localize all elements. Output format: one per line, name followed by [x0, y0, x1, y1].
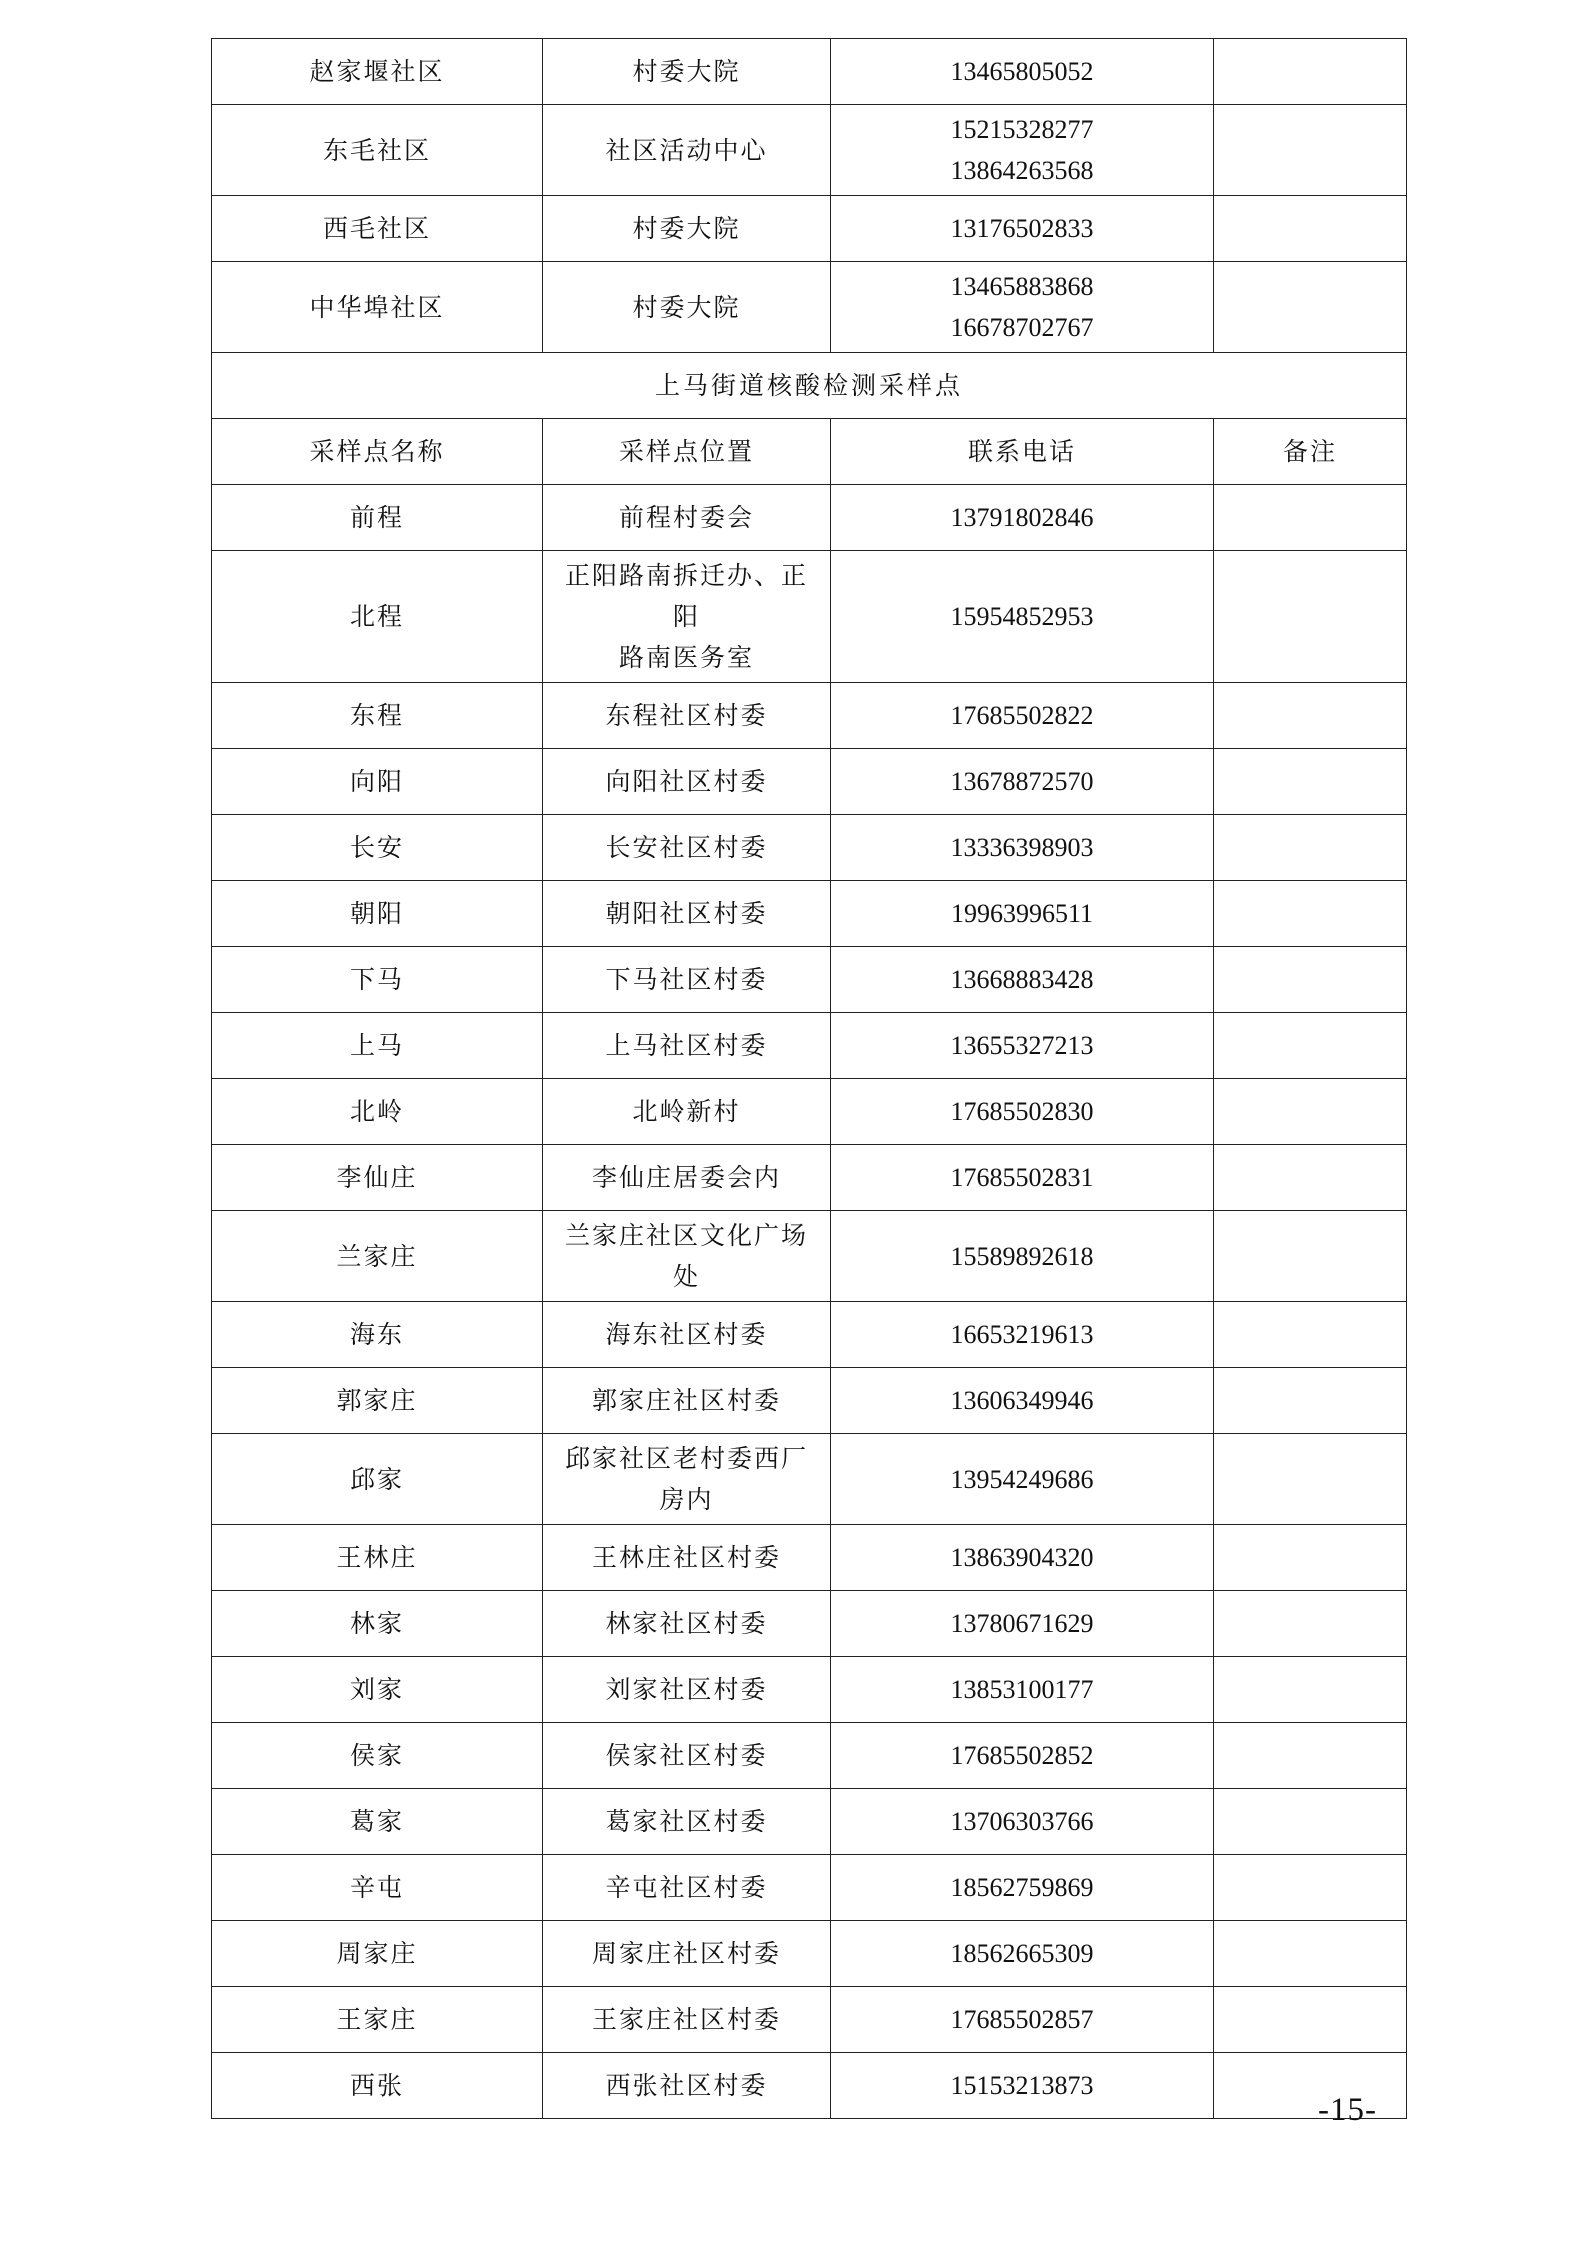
- phone-cell-line: 13176502833: [950, 214, 1094, 243]
- phone-cell-line: 13336398903: [950, 833, 1094, 862]
- remark-cell: [1214, 1368, 1407, 1434]
- remark-cell: [1214, 485, 1407, 551]
- table-row: [212, 1723, 1407, 1789]
- phone-cell-line: 15215328277: [950, 115, 1094, 144]
- section-title-row: [212, 353, 1407, 419]
- phone-cell: [831, 1145, 1214, 1211]
- table-row: [212, 1434, 1407, 1525]
- site-name-cell: 北程: [212, 551, 543, 683]
- phone-cell: [831, 485, 1214, 551]
- phone-cell: [831, 815, 1214, 881]
- site-location-cell: [543, 1591, 831, 1657]
- site-location-cell: [543, 1145, 831, 1211]
- site-name-cell: 西毛社区: [212, 196, 543, 262]
- phone-cell-line: 17685502830: [950, 1097, 1094, 1126]
- top-rows-group: [212, 39, 1407, 353]
- table-row: [212, 1525, 1407, 1591]
- site-location-cell-line: 村委大院: [632, 214, 741, 243]
- remark-cell: [1214, 881, 1407, 947]
- phone-cell-line: 19963996511: [950, 899, 1094, 928]
- section-header-group: [212, 353, 1407, 485]
- site-name-cell: 向阳: [212, 749, 543, 815]
- phone-cell: [831, 1013, 1214, 1079]
- phone-cell: [831, 262, 1214, 353]
- phone-cell-line: 13706303766: [950, 1807, 1094, 1836]
- table-row: [212, 1591, 1407, 1657]
- site-location-cell: [543, 1855, 831, 1921]
- site-location-cell-line: 海东社区村委: [605, 1320, 768, 1349]
- phone-cell-line: 13465805052: [950, 57, 1094, 86]
- header-location: 采样点位置: [543, 419, 831, 485]
- site-name-cell: 东毛社区: [212, 105, 543, 196]
- phone-cell: [831, 196, 1214, 262]
- table-row: [212, 105, 1407, 196]
- site-location-cell-line: 前程村委会: [618, 503, 754, 532]
- site-name-cell: 兰家庄: [212, 1211, 543, 1302]
- header-remark: 备注: [1214, 419, 1407, 485]
- remark-cell: [1214, 2053, 1407, 2119]
- phone-cell: [831, 749, 1214, 815]
- site-location-cell: [543, 39, 831, 105]
- remark-cell: [1214, 262, 1407, 353]
- phone-cell: [831, 683, 1214, 749]
- table-row: [212, 1368, 1407, 1434]
- site-location-cell-line: 林家社区村委: [605, 1609, 768, 1638]
- site-name-cell: 王林庄: [212, 1525, 543, 1591]
- phone-cell: [831, 1525, 1214, 1591]
- remark-cell: [1214, 749, 1407, 815]
- phone-cell-line: 13668883428: [950, 965, 1094, 994]
- remark-cell: [1214, 1013, 1407, 1079]
- site-location-cell: [543, 1302, 831, 1368]
- phone-cell-line: 13678872570: [950, 767, 1094, 796]
- site-location-cell-line: 刘家社区村委: [605, 1675, 768, 1704]
- site-location-cell-line: 兰家庄社区文化广场: [564, 1221, 808, 1250]
- phone-cell: [831, 2053, 1214, 2119]
- section-title: 上马街道核酸检测采样点: [212, 353, 1407, 419]
- site-location-cell: [543, 485, 831, 551]
- site-location-cell: [543, 1723, 831, 1789]
- phone-cell: [831, 1657, 1214, 1723]
- remark-cell: [1214, 551, 1407, 683]
- table-row: [212, 1013, 1407, 1079]
- site-location-cell: [543, 1013, 831, 1079]
- phone-cell-line: 13853100177: [950, 1675, 1094, 1704]
- column-header-row: [212, 419, 1407, 485]
- table-row: [212, 1302, 1407, 1368]
- site-location-cell-line: 东程社区村委: [605, 701, 768, 730]
- sampling-points-table: [211, 38, 1407, 2119]
- site-location-cell: [543, 1921, 831, 1987]
- site-location-cell-line: 村委大院: [632, 57, 741, 86]
- table-row: [212, 1921, 1407, 1987]
- table-row: [212, 196, 1407, 262]
- phone-cell-line: 17685502822: [950, 701, 1094, 730]
- phone-cell: [831, 1789, 1214, 1855]
- phone-cell-line: 15589892618: [950, 1241, 1094, 1271]
- section-rows-group: [212, 485, 1407, 2119]
- table-row: [212, 39, 1407, 105]
- phone-cell-line: 13465883868: [950, 272, 1094, 301]
- site-name-cell: 邱家: [212, 1434, 543, 1525]
- site-location-cell: [543, 1434, 831, 1525]
- site-location-cell-line: 房内: [659, 1485, 714, 1514]
- phone-cell-line: 16653219613: [950, 1320, 1094, 1349]
- site-location-cell: [543, 1525, 831, 1591]
- site-name-cell: 下马: [212, 947, 543, 1013]
- site-location-cell: [543, 881, 831, 947]
- site-location-cell-line: 下马社区村委: [605, 965, 768, 994]
- site-location-cell: [543, 262, 831, 353]
- header-phone: 联系电话: [831, 419, 1214, 485]
- site-location-cell: [543, 749, 831, 815]
- remark-cell: [1214, 1921, 1407, 1987]
- site-location-cell-line: 邱家社区老村委西厂: [564, 1444, 808, 1473]
- site-location-cell-line: 葛家社区村委: [605, 1807, 768, 1836]
- site-location-cell-line: 郭家庄社区村委: [591, 1386, 781, 1415]
- site-location-cell-line: 正阳路南拆迁办、正阳: [564, 561, 808, 631]
- phone-cell: [831, 1591, 1214, 1657]
- remark-cell: [1214, 196, 1407, 262]
- site-name-cell: 李仙庄: [212, 1145, 543, 1211]
- site-location-cell: [543, 2053, 831, 2119]
- phone-cell-line: 13791802846: [950, 503, 1094, 532]
- site-name-cell: 侯家: [212, 1723, 543, 1789]
- site-location-cell: [543, 1079, 831, 1145]
- table-row: [212, 551, 1407, 683]
- phone-cell: [831, 1302, 1214, 1368]
- table-row: [212, 815, 1407, 881]
- remark-cell: [1214, 1591, 1407, 1657]
- site-location-cell-line: 社区活动中心: [605, 135, 768, 165]
- table-row: [212, 2053, 1407, 2119]
- site-location-cell-line: 北岭新村: [632, 1097, 741, 1126]
- phone-cell: [831, 551, 1214, 683]
- remark-cell: [1214, 1657, 1407, 1723]
- phone-cell-line: 17685502857: [950, 2005, 1094, 2034]
- site-name-cell: 周家庄: [212, 1921, 543, 1987]
- site-name-cell: 上马: [212, 1013, 543, 1079]
- site-location-cell: [543, 1987, 831, 2053]
- site-location-cell-line: 周家庄社区村委: [591, 1939, 781, 1968]
- site-location-cell-line: 处: [672, 1262, 700, 1291]
- phone-cell: [831, 1211, 1214, 1302]
- site-location-cell-line: 李仙庄居委会内: [591, 1163, 781, 1192]
- site-location-cell: [543, 815, 831, 881]
- remark-cell: [1214, 1211, 1407, 1302]
- remark-cell: [1214, 1855, 1407, 1921]
- phone-cell-line: 18562759869: [950, 1873, 1094, 1902]
- page-number: -15-: [1318, 2092, 1377, 2128]
- remark-cell: [1214, 105, 1407, 196]
- remark-cell: [1214, 1723, 1407, 1789]
- phone-cell-line: 15954852953: [950, 602, 1094, 631]
- site-location-cell-line: 王林庄社区村委: [591, 1543, 781, 1572]
- site-location-cell-line: 村委大院: [632, 292, 741, 322]
- phone-cell-line: 17685502852: [950, 1741, 1094, 1770]
- table-row: [212, 749, 1407, 815]
- phone-cell: [831, 1434, 1214, 1525]
- phone-cell: [831, 1079, 1214, 1145]
- site-name-cell: 中华埠社区: [212, 262, 543, 353]
- table-row: [212, 1789, 1407, 1855]
- site-location-cell-line: 王家庄社区村委: [591, 2005, 781, 2034]
- phone-cell: [831, 105, 1214, 196]
- phone-cell: [831, 881, 1214, 947]
- phone-cell: [831, 1921, 1214, 1987]
- site-location-cell-line: 西张社区村委: [605, 2071, 768, 2100]
- table-row: [212, 1145, 1407, 1211]
- phone-cell-line: 13863904320: [950, 1543, 1094, 1572]
- remark-cell: [1214, 683, 1407, 749]
- phone-cell: [831, 1987, 1214, 2053]
- table-row: [212, 1987, 1407, 2053]
- site-name-cell: 朝阳: [212, 881, 543, 947]
- remark-cell: [1214, 1145, 1407, 1211]
- site-location-cell: [543, 551, 831, 683]
- phone-cell: [831, 1723, 1214, 1789]
- phone-cell-line: 13606349946: [950, 1386, 1094, 1415]
- phone-cell: [831, 39, 1214, 105]
- site-name-cell: 海东: [212, 1302, 543, 1368]
- table-row: [212, 881, 1407, 947]
- remark-cell: [1214, 1434, 1407, 1525]
- remark-cell: [1214, 1987, 1407, 2053]
- phone-cell-line: 13655327213: [950, 1031, 1094, 1060]
- remark-cell: [1214, 1525, 1407, 1591]
- site-location-cell-line: 长安社区村委: [605, 833, 768, 862]
- site-name-cell: 赵家堰社区: [212, 39, 543, 105]
- site-location-cell-line: 向阳社区村委: [605, 767, 768, 796]
- site-location-cell: [543, 1368, 831, 1434]
- remark-cell: [1214, 1789, 1407, 1855]
- site-name-cell: 北岭: [212, 1079, 543, 1145]
- site-name-cell: 王家庄: [212, 1987, 543, 2053]
- phone-cell-line: 13780671629: [950, 1609, 1094, 1638]
- table-row: [212, 947, 1407, 1013]
- header-name: 采样点名称: [212, 419, 543, 485]
- table-row: [212, 1657, 1407, 1723]
- phone-cell-line: 13864263568: [950, 156, 1094, 185]
- site-location-cell: [543, 196, 831, 262]
- phone-cell: [831, 947, 1214, 1013]
- site-location-cell: [543, 683, 831, 749]
- site-name-cell: 前程: [212, 485, 543, 551]
- site-location-cell: [543, 947, 831, 1013]
- remark-cell: [1214, 39, 1407, 105]
- site-name-cell: 葛家: [212, 1789, 543, 1855]
- site-name-cell: 刘家: [212, 1657, 543, 1723]
- site-name-cell: 东程: [212, 683, 543, 749]
- site-location-cell: [543, 1789, 831, 1855]
- site-name-cell: 郭家庄: [212, 1368, 543, 1434]
- phone-cell-line: 16678702767: [950, 313, 1094, 342]
- table-row: [212, 1079, 1407, 1145]
- site-name-cell: 长安: [212, 815, 543, 881]
- site-location-cell-line: 辛屯社区村委: [605, 1873, 768, 1902]
- site-location-cell: [543, 105, 831, 196]
- table-row: [212, 262, 1407, 353]
- phone-cell-line: 18562665309: [950, 1939, 1094, 1968]
- phone-cell-line: 15153213873: [950, 2071, 1094, 2100]
- phone-cell-line: 13954249686: [950, 1464, 1094, 1494]
- remark-cell: [1214, 1079, 1407, 1145]
- site-location-cell: [543, 1657, 831, 1723]
- table-row: [212, 1855, 1407, 1921]
- table-row: [212, 683, 1407, 749]
- remark-cell: [1214, 947, 1407, 1013]
- site-name-cell: 西张: [212, 2053, 543, 2119]
- phone-cell: [831, 1855, 1214, 1921]
- site-name-cell: 辛屯: [212, 1855, 543, 1921]
- site-name-cell: 林家: [212, 1591, 543, 1657]
- site-location-cell-line: 侯家社区村委: [605, 1741, 768, 1770]
- site-location-cell-line: 路南医务室: [618, 643, 754, 672]
- site-location-cell-line: 朝阳社区村委: [605, 899, 768, 928]
- site-location-cell-line: 上马社区村委: [605, 1031, 768, 1060]
- table-row: [212, 485, 1407, 551]
- phone-cell-line: 17685502831: [950, 1163, 1094, 1192]
- remark-cell: [1214, 815, 1407, 881]
- remark-cell: [1214, 1302, 1407, 1368]
- site-location-cell: [543, 1211, 831, 1302]
- table-row: [212, 1211, 1407, 1302]
- phone-cell: [831, 1368, 1214, 1434]
